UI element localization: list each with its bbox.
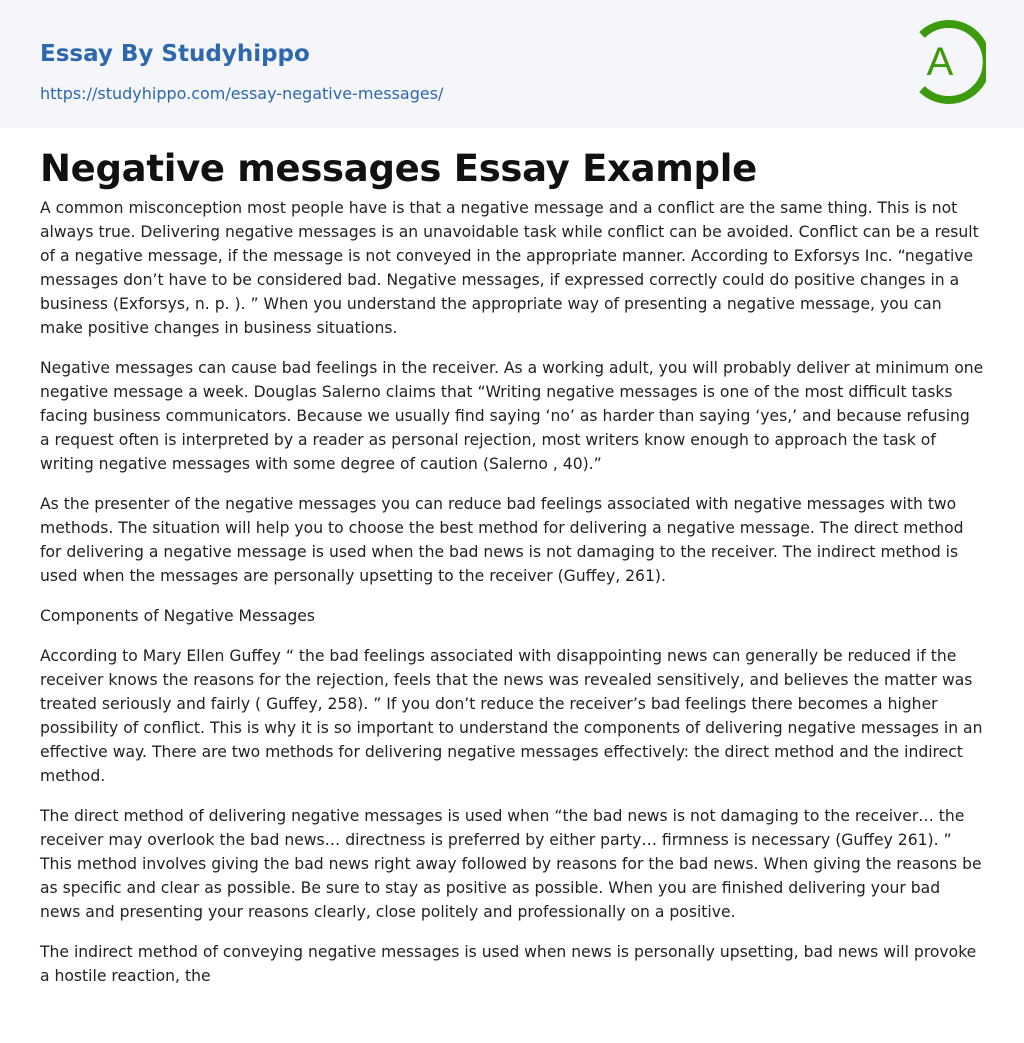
- page-title: Negative messages Essay Example: [40, 147, 757, 190]
- studyhippo-logo-icon[interactable]: [912, 19, 986, 105]
- essay-url-link[interactable]: https://studyhippo.com/essay-negative-messages/: [40, 84, 444, 103]
- paragraph: Negative messages can cause bad feelings in the receiver. As a working adult, you will probably deliver at minimum one negative message a week. Douglas Salerno claims that “Writing negative messages is one of the most difficult tasks facing business communicators. Because we usually find saying ‘no’ as harder than saying ‘yes,’ and because refusing a request often is interpreted by a reader as personal rejection, most writers know enough to approach the task of writing negative messages with some degree of caution (Salerno , 40).”: [40, 359, 984, 473]
- section-heading: Components of Negative Messages: [40, 607, 316, 625]
- site-title[interactable]: Essay By Studyhippo: [40, 41, 310, 67]
- paragraph: As the presenter of the negative messages you can reduce bad feelings associated with negative messages with two methods. The situation will help you to choose the best method for delivering a negative message. The direct method for delivering a negative message is used when the bad news is not damaging to the receiver. The indirect method is used when the messages are personally upsetting to the receiver (Guffey, 261).: [40, 495, 964, 585]
- paragraph: According to Mary Ellen Guffey “ the bad feelings associated with disappointing news can generally be reduced if the receiver knows the reasons for the rejection, feels that the news was revealed sensitively, and believes the matter was treated seriously and fairly ( Guffey, 258). ” If you don’t reduce the receiver’s bad feelings there becomes a higher possibility of conflict. This is why it is so important to understand the components of delivering negative messages in an effective way. There are two methods for delivering negative messages effectively: the direct method and the indirect method.: [40, 647, 983, 785]
- paragraph: A common misconception most people have is that a negative message and a conflict are the same thing. This is not always true. Delivering negative messages is an unavoidable task while conflict can be avoided. Conflict can be a result of a negative message, if the message is not conveyed in the appropriate manner. According to Exforsys Inc. “negative messages don’t have to be considered bad. Negative messages, if expressed correctly could do positive changes in a business (Exforsys, n. p. ). ” When you understand the appropriate way of presenting a negative message, you can make positive changes in business situations.: [40, 199, 979, 337]
- article: [0, 148, 1024, 988]
- svg-text:A: A: [926, 40, 954, 84]
- paragraph: The indirect method of conveying negative messages is used when news is personally upsetting, bad news will provoke a hostile reaction, the: [40, 943, 977, 985]
- site-header: [0, 0, 1024, 128]
- paragraph: The direct method of delivering negative messages is used when “the bad news is not damaging to the receiver… the receiver may overlook the bad news… directness is preferred by either party… firmness is necessary (Guffey 261). ” This method involves giving the bad news right away followed by reasons for the bad news. When giving the reasons be as specific and clear as possible. Be sure to stay as positive as possible. When you are finished delivering your bad news and presenting your reasons clearly, close politely and professionally on a positive.: [40, 807, 982, 921]
